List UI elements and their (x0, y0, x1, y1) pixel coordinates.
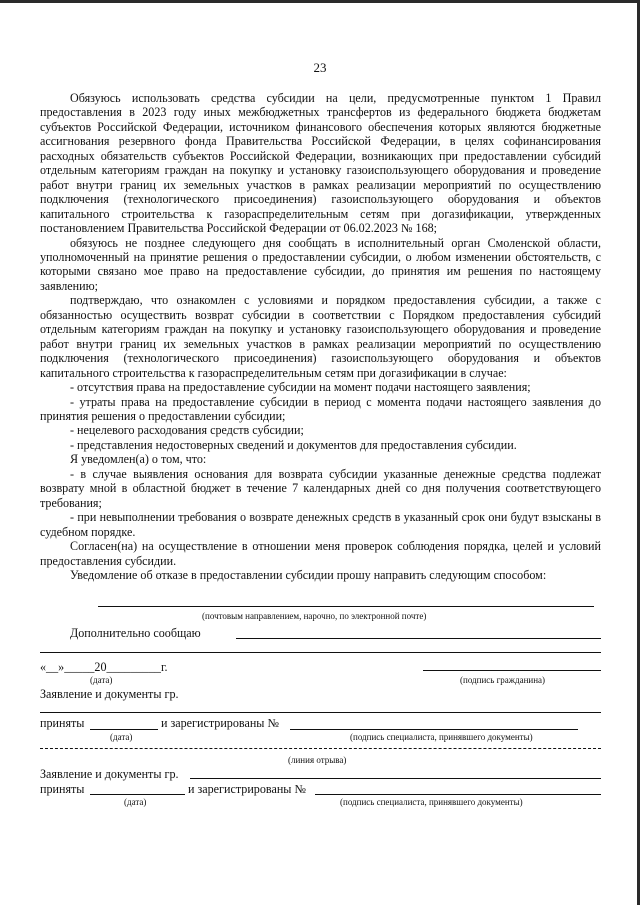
section2-number-field[interactable] (315, 794, 601, 795)
section1-accepted-label: приняты (40, 716, 85, 730)
citizen-signature-caption: (подпись гражданина) (460, 675, 546, 685)
notice-caption: (почтовым направлением, нарочно, по электронной почте) (202, 611, 427, 621)
section2-date-caption: (дата) (124, 797, 147, 807)
list-item: - представления недостоверных сведений и документов для предоставления субсидии. (70, 437, 517, 452)
list-item: - отсутствия права на предоставление субсидии на момент подачи настоящего заявления; (70, 380, 531, 395)
section1-citizen-field[interactable] (40, 712, 601, 713)
additional-field[interactable] (236, 638, 601, 639)
notice-paragraph (40, 568, 601, 582)
scan-edge-top (0, 0, 640, 3)
list-item: - нецелевого расходования средств субсидии; (70, 423, 304, 438)
section2-date-field[interactable] (90, 794, 185, 795)
section1-date-field[interactable] (90, 729, 158, 730)
page-number: 23 (313, 60, 327, 75)
document-body (40, 91, 601, 582)
section1-title: Заявление и документы гр. (40, 687, 179, 701)
paragraph-consent: Согласен(на) на осуществление в отношении меня проверок соблюдения порядка, целей и условий предоставления субсидии. (40, 539, 601, 568)
section2-accepted-label: приняты (40, 782, 85, 796)
date-caption: (дата) (90, 675, 113, 685)
section2-citizen-field[interactable] (190, 778, 601, 779)
list-item: - утраты права на предоставление субсидии в период с момента подачи настоящего заявления до принятия решения о предоставлении субсидии; (40, 394, 601, 423)
paragraph-notified: Я уведомлен(а) о том, что: (70, 452, 207, 467)
section1-registered-label: и зарегистрированы № (161, 716, 279, 730)
list-item: - при невыполнении требования о возврате денежных средств в указанный срок они будут взысканы в судебном порядке. (40, 510, 601, 539)
paragraph-confirm: подтверждаю, что ознакомлен с условиями и порядком предоставления субсидии, а также с обязанностью осуществить возврат субсидии в соответствии с Порядком предоставления субсидий отдельным категориям граждан на покупку и установку газоиспользующего оборудования и проведение работ внутри границ их земельных участков в рамках реализации мероприятий по осуществлению подключения (технологического присоединения) газоиспользующего оборудования и объектов капитального строительства к газораспределительным сетям при догазификации в случае: (40, 293, 601, 380)
date-field[interactable]: «__»_____20_________г. (40, 660, 168, 674)
section2-signature-caption: (подпись специалиста, принявшего документы) (340, 797, 523, 807)
notice-method-field[interactable] (98, 606, 594, 607)
list-item: - в случае выявления основания для возврата субсидии указанные денежные средства подлежат возврату мной в областной бюджет в течение 7 календарных дней со дня получения соответствующего требования; (40, 466, 601, 510)
section1-signature-caption: (подпись специалиста, принявшего документы) (350, 732, 533, 742)
paragraph-notify: обязуюсь не позднее следующего дня сообщать в исполнительный орган Смоленской области, уполномоченный на принятие решения о предоставлении субсидии, о любом изменении обстоятельств, с которыми связано мое право на предоставление субсидии, до принятия им решения по настоящему заявлению; (40, 235, 601, 293)
section2-registered-label: и зарегистрированы № (188, 782, 306, 796)
additional-label: Дополнительно сообщаю (70, 626, 201, 640)
tear-line (40, 748, 601, 749)
notice-text: Уведомление об отказе в предоставлении субсидии прошу направить следующим способом: (70, 567, 547, 582)
paragraph-obligation: Обязуюсь использовать средства субсидии на цели, предусмотренные пунктом 1 Правил предоставления в 2023 году иных межбюджетных трансфертов из федерального бюджета бюджетам субъектов Российской Федерации, источником финансового обеспечения которых являются бюджетные ассигнования резервного фонда Правительства Российской Федерации, в целях софинансирования расходных обязательств субъектов Российской Федерации, возникающих при предоставлении субсидий отдельным категориям граждан на покупку и установку газоиспользующего оборудования и проведение работ внутри границ их земельных участков в рамках реализации мероприятий по осуществлению подключения (технологического присоединения) газоиспользующего оборудования и объектов капитального строительства к газораспределительным сетям при догазификации, утвержденных постановлением Правительства Российской Федерации от 06.02.2023 № 168; (40, 91, 601, 236)
additional-field-line2[interactable] (40, 652, 601, 653)
tear-line-caption: (линия отрыва) (288, 755, 347, 765)
section1-number-field[interactable] (290, 729, 578, 730)
citizen-signature-field[interactable] (423, 670, 601, 671)
section2-title: Заявление и документы гр. (40, 767, 179, 781)
section1-date-caption: (дата) (110, 732, 133, 742)
